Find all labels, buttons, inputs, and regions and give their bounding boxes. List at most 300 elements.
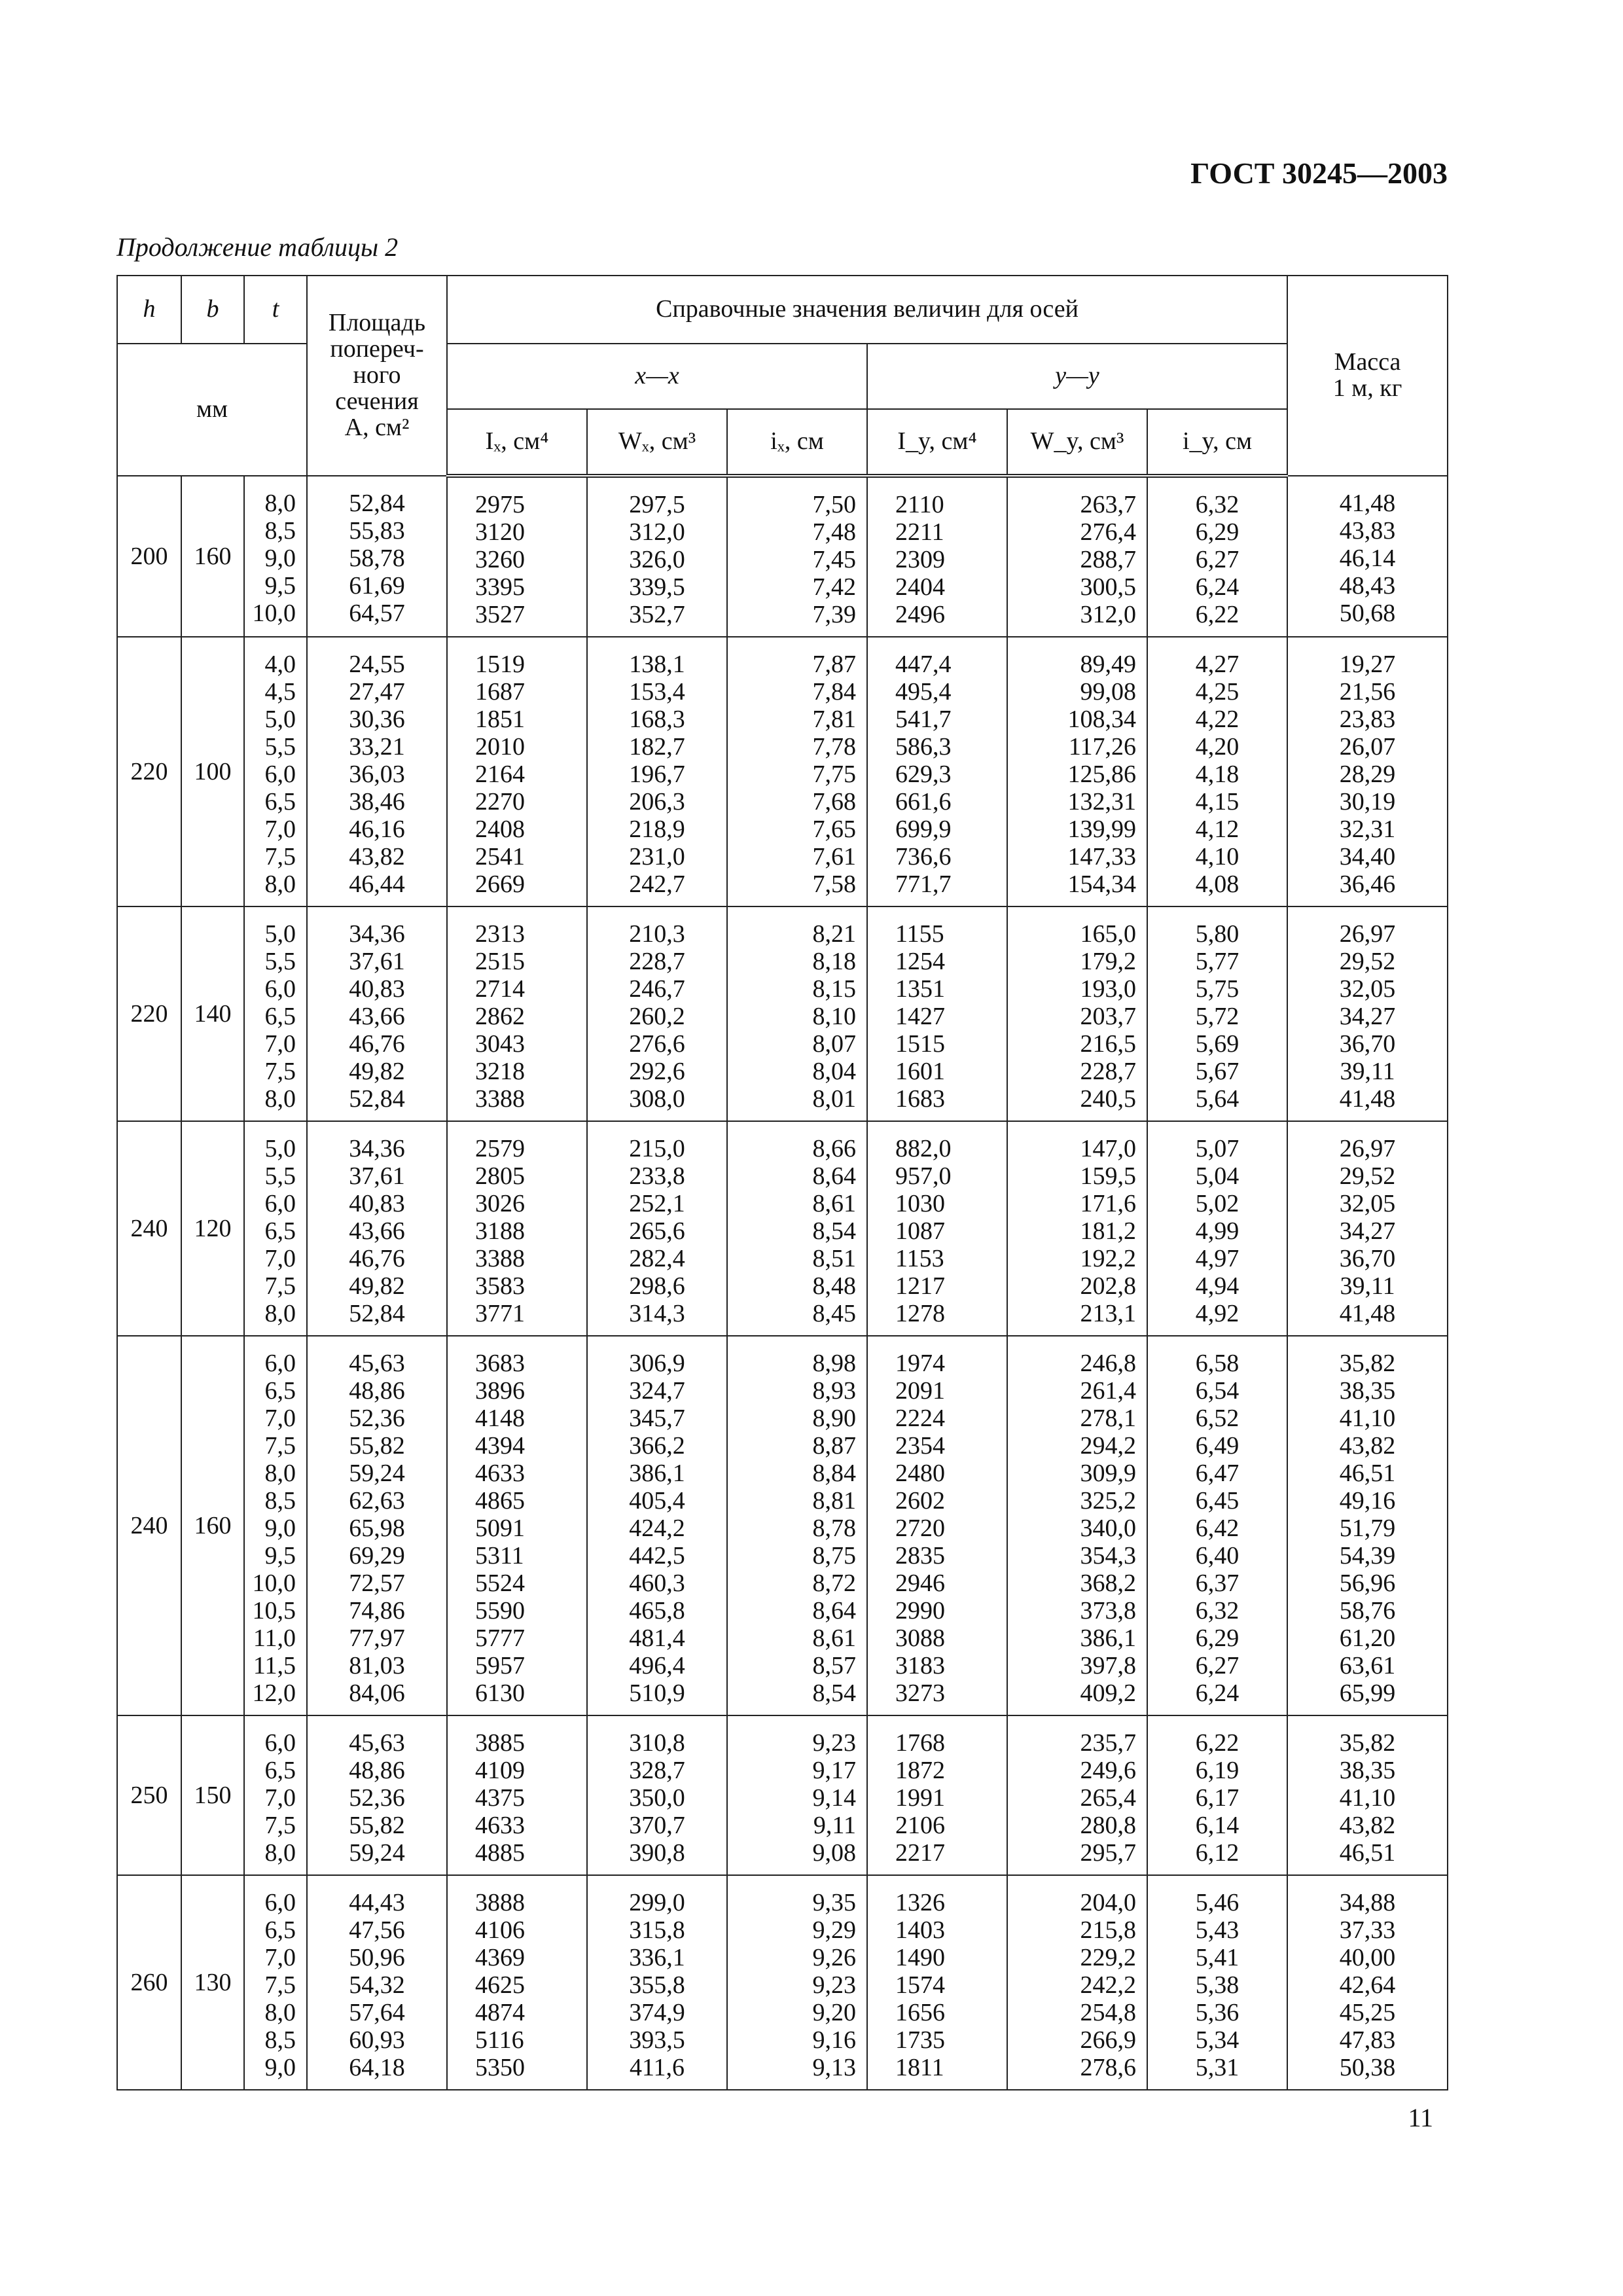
col-Ix (447, 1336, 587, 1715)
cell-value: 56,96 (1339, 1570, 1396, 1597)
header-b: b (181, 276, 244, 344)
cell-value: 2408 (475, 816, 525, 843)
cell-value: 4106 (475, 1916, 525, 1944)
cell-value: 1217 (895, 1272, 945, 1300)
cell-value: 350,0 (629, 1784, 685, 1812)
cell-value: 3527 (475, 601, 525, 628)
cell-value: 9,08 (812, 1839, 856, 1867)
cell-value: 586,3 (895, 733, 952, 761)
cell-value: 7,81 (812, 706, 856, 733)
cell-value: 4,97 (1195, 1245, 1240, 1272)
cell-value: 46,44 (349, 870, 405, 898)
cell-value: 2309 (895, 546, 945, 573)
cell-value: 8,84 (812, 1460, 856, 1487)
cell-value: 2224 (895, 1405, 945, 1432)
cell-value: 1768 (895, 1729, 945, 1757)
col-Wy (1007, 906, 1147, 1121)
cell-value: 52,36 (349, 1405, 405, 1432)
cell-value: 64,18 (349, 2054, 405, 2081)
table-header (117, 276, 1448, 476)
cell-value: 442,5 (629, 1542, 685, 1570)
cell-value: 147,0 (1080, 1135, 1136, 1162)
cell-value: 8,0 (264, 1085, 296, 1113)
cell-value: 1030 (895, 1190, 945, 1217)
cell-value: 8,98 (812, 1350, 856, 1377)
col-area (307, 637, 447, 906)
cell-value: 4,5 (264, 678, 296, 706)
cell-value: 5311 (475, 1542, 524, 1570)
cell-value: 218,9 (629, 816, 685, 843)
cell-value: 405,4 (629, 1487, 685, 1515)
cell-value: 61,20 (1339, 1624, 1396, 1652)
cell-value: 1574 (895, 1971, 945, 1999)
header-axis-y: y—y (867, 344, 1287, 409)
cell-value: 5,31 (1195, 2054, 1240, 2081)
cell-value: 43,82 (349, 843, 405, 870)
cell-value: 41,10 (1339, 1784, 1396, 1812)
cell-value: 7,0 (264, 1784, 296, 1812)
cell-value: 34,27 (1339, 1003, 1396, 1030)
cell-value: 8,75 (812, 1542, 856, 1570)
cell-value: 4874 (475, 1999, 525, 2026)
cell-value: 34,40 (1339, 843, 1396, 870)
cell-value: 6,17 (1195, 1784, 1240, 1812)
table-continuation-caption: Продолжение таблицы 2 (116, 232, 399, 262)
col-Wy (1007, 637, 1147, 906)
cell-value: 6,58 (1195, 1350, 1240, 1377)
cell-value: 1155 (895, 920, 944, 948)
cell-value: 8,64 (812, 1162, 856, 1190)
cell-value: 38,46 (349, 788, 405, 816)
cell-value: 5777 (475, 1624, 525, 1652)
cell-value: 6,0 (264, 1729, 296, 1757)
cell-value: 57,64 (349, 1999, 405, 2026)
col-area (307, 1336, 447, 1715)
cell-value: 49,82 (349, 1058, 405, 1085)
header-area (307, 276, 447, 476)
cell-value: 6,47 (1195, 1460, 1240, 1487)
cell-value: 4,10 (1195, 843, 1240, 870)
page-number: 11 (1408, 2103, 1433, 2132)
cell-value: 6,5 (264, 1916, 296, 1944)
cell-value: 34,36 (349, 1135, 405, 1162)
cell-value: 1351 (895, 975, 945, 1003)
cell-value: 6,27 (1195, 546, 1240, 573)
col-Iy (867, 476, 1007, 637)
header-ix: iₓ, см (727, 409, 867, 476)
cell-value: 165,0 (1080, 920, 1136, 948)
cell-value: 8,51 (812, 1245, 856, 1272)
cell-value: 5,46 (1195, 1889, 1240, 1916)
cell-value: 629,3 (895, 761, 952, 788)
col-area (307, 1715, 447, 1875)
header-Ix: Iₓ, см⁴ (447, 409, 587, 476)
cell-value: 6,45 (1195, 1487, 1240, 1515)
cell-value: 354,3 (1080, 1542, 1136, 1570)
col-Iy (867, 1121, 1007, 1336)
cell-value: 4,08 (1195, 870, 1240, 898)
cell-value: 6,0 (264, 1350, 296, 1377)
cell-value: 9,16 (812, 2026, 856, 2054)
cell-value: 5,77 (1195, 948, 1240, 975)
cell-value: 61,69 (349, 572, 405, 600)
header-axis-x: x—x (447, 344, 867, 409)
cell-value: 3026 (475, 1190, 525, 1217)
cell-b: 100 (181, 637, 244, 906)
cell-value: 6,12 (1195, 1839, 1240, 1867)
cell-value: 3088 (895, 1624, 945, 1652)
cell-value: 46,76 (349, 1030, 405, 1058)
cell-value: 147,33 (1067, 843, 1136, 870)
cell-value: 8,78 (812, 1515, 856, 1542)
cell-value: 3218 (475, 1058, 525, 1085)
cell-value: 8,72 (812, 1570, 856, 1597)
cell-value: 7,75 (812, 761, 856, 788)
cell-value: 26,97 (1339, 1135, 1396, 1162)
cell-value: 541,7 (895, 706, 952, 733)
cell-value: 41,10 (1339, 1405, 1396, 1432)
cell-value: 6,5 (264, 1003, 296, 1030)
cell-value: 2714 (475, 975, 525, 1003)
cell-value: 6,0 (264, 1889, 296, 1916)
cell-value: 2515 (475, 948, 525, 975)
cell-value: 2805 (475, 1162, 525, 1190)
cell-value: 368,2 (1080, 1570, 1136, 1597)
cell-value: 8,5 (264, 1487, 296, 1515)
col-Ix (447, 1715, 587, 1875)
cell-value: 138,1 (629, 651, 685, 678)
col-mass (1287, 1121, 1448, 1336)
cell-value: 235,7 (1080, 1729, 1136, 1757)
col-Wy (1007, 1875, 1147, 2090)
col-mass (1287, 906, 1448, 1121)
cell-value: 43,66 (349, 1003, 405, 1030)
col-Wy (1007, 1121, 1147, 1336)
cell-value: 7,45 (812, 546, 856, 573)
cell-value: 36,03 (349, 761, 405, 788)
cell-value: 882,0 (895, 1135, 952, 1162)
cell-value: 40,83 (349, 975, 405, 1003)
cell-value: 3188 (475, 1217, 525, 1245)
cell-value: 252,1 (629, 1190, 685, 1217)
cell-value: 3043 (475, 1030, 525, 1058)
cell-h: 220 (117, 637, 181, 906)
cell-value: 8,81 (812, 1487, 856, 1515)
col-ix (727, 476, 867, 637)
cell-value: 45,63 (349, 1729, 405, 1757)
cell-value: 328,7 (629, 1757, 685, 1784)
cell-value: 374,9 (629, 1999, 685, 2026)
cell-value: 4,92 (1195, 1300, 1240, 1327)
cell-value: 62,63 (349, 1487, 405, 1515)
cell-value: 8,07 (812, 1030, 856, 1058)
cell-value: 5,43 (1195, 1916, 1240, 1944)
cell-value: 64,57 (349, 600, 405, 627)
col-iy (1147, 1336, 1287, 1715)
col-Ix (447, 1121, 587, 1336)
cell-value: 5,34 (1195, 2026, 1240, 2054)
cell-value: 8,01 (812, 1085, 856, 1113)
col-iy (1147, 476, 1287, 637)
cell-value: 495,4 (895, 678, 952, 706)
cell-value: 6,22 (1195, 1729, 1240, 1757)
col-Iy (867, 1875, 1007, 2090)
cell-value: 5,75 (1195, 975, 1240, 1003)
cell-value: 65,98 (349, 1515, 405, 1542)
cell-value: 55,83 (349, 517, 405, 545)
cell-value: 9,23 (812, 1971, 856, 1999)
cell-value: 2110 (895, 491, 944, 518)
cell-value: 5,36 (1195, 1999, 1240, 2026)
cell-value: 6,32 (1195, 491, 1240, 518)
cell-value: 9,26 (812, 1944, 856, 1971)
cell-value: 52,84 (349, 1085, 405, 1113)
cell-h: 200 (117, 476, 181, 637)
cell-value: 310,8 (629, 1729, 685, 1757)
cell-value: 32,31 (1339, 816, 1396, 843)
cell-value: 72,57 (349, 1570, 405, 1597)
cell-value: 1515 (895, 1030, 945, 1058)
cell-value: 4,20 (1195, 733, 1240, 761)
cell-value: 19,27 (1339, 651, 1396, 678)
cell-value: 2669 (475, 870, 525, 898)
cell-value: 2313 (475, 920, 525, 948)
cell-value: 5,5 (264, 733, 296, 761)
cell-value: 370,7 (629, 1812, 685, 1839)
cell-value: 3885 (475, 1729, 525, 1757)
cell-value: 325,2 (1080, 1487, 1136, 1515)
header-area-line: сечения (335, 387, 419, 415)
cell-value: 7,68 (812, 788, 856, 816)
cell-value: 2720 (895, 1515, 945, 1542)
header-mass (1287, 276, 1448, 476)
cell-value: 312,0 (629, 518, 685, 546)
cell-value: 40,83 (349, 1190, 405, 1217)
cell-value: 2211 (895, 518, 944, 546)
cell-value: 216,5 (1080, 1030, 1136, 1058)
cell-value: 5,67 (1195, 1058, 1240, 1085)
cell-value: 4394 (475, 1432, 525, 1460)
cell-value: 49,16 (1339, 1487, 1396, 1515)
cell-value: 6,54 (1195, 1377, 1240, 1405)
cell-value: 193,0 (1080, 975, 1136, 1003)
cell-value: 1490 (895, 1944, 945, 1971)
cell-value: 2990 (895, 1597, 945, 1624)
cell-value: 3260 (475, 546, 525, 573)
cell-value: 45,25 (1339, 1999, 1396, 2026)
cell-value: 6,37 (1195, 1570, 1240, 1597)
cell-value: 326,0 (629, 546, 685, 573)
cell-value: 46,14 (1339, 545, 1396, 572)
header-area-line: A, см² (344, 413, 410, 441)
cell-value: 312,0 (1080, 601, 1136, 628)
cell-value: 48,86 (349, 1377, 405, 1405)
cell-value: 4,18 (1195, 761, 1240, 788)
cell-value: 6,5 (264, 1377, 296, 1405)
cell-value: 37,33 (1339, 1916, 1396, 1944)
cell-value: 7,5 (264, 1272, 296, 1300)
cell-value: 8,04 (812, 1058, 856, 1085)
cell-value: 3395 (475, 573, 525, 601)
cell-value: 6,0 (264, 1190, 296, 1217)
cell-value: 32,05 (1339, 975, 1396, 1003)
col-Wx (587, 906, 727, 1121)
cell-value: 6,19 (1195, 1757, 1240, 1784)
cell-value: 9,0 (264, 1515, 296, 1542)
cell-value: 8,48 (812, 1272, 856, 1300)
cell-value: 9,11 (813, 1812, 856, 1839)
cell-value: 9,17 (812, 1757, 856, 1784)
cell-value: 74,86 (349, 1597, 405, 1624)
col-mass (1287, 637, 1448, 906)
cell-value: 3583 (475, 1272, 525, 1300)
cell-value: 181,2 (1080, 1217, 1136, 1245)
cell-value: 2579 (475, 1135, 525, 1162)
cell-value: 3888 (475, 1889, 525, 1916)
cell-value: 1735 (895, 2026, 945, 2054)
col-t (244, 1121, 307, 1336)
cell-value: 8,54 (812, 1217, 856, 1245)
cell-value: 1427 (895, 1003, 945, 1030)
col-t (244, 637, 307, 906)
cell-value: 265,4 (1080, 1784, 1136, 1812)
cell-value: 240,5 (1080, 1085, 1136, 1113)
cell-value: 8,66 (812, 1135, 856, 1162)
cell-value: 4,12 (1195, 816, 1240, 843)
cell-value: 390,8 (629, 1839, 685, 1867)
header-mass-line: Масса (1334, 348, 1401, 376)
cell-value: 204,0 (1080, 1889, 1136, 1916)
cell-value: 300,5 (1080, 573, 1136, 601)
cell-value: 10,5 (252, 1597, 296, 1624)
cell-value: 159,5 (1080, 1162, 1136, 1190)
cell-value: 196,7 (629, 761, 685, 788)
cell-value: 9,20 (812, 1999, 856, 2026)
cell-value: 355,8 (629, 1971, 685, 1999)
col-Wx (587, 637, 727, 906)
cell-value: 8,93 (812, 1377, 856, 1405)
table-body (117, 476, 1448, 2090)
cell-value: 294,2 (1080, 1432, 1136, 1460)
cell-value: 308,0 (629, 1085, 685, 1113)
cell-value: 5957 (475, 1652, 525, 1679)
cell-value: 7,5 (264, 1812, 296, 1839)
cell-value: 5,80 (1195, 920, 1240, 948)
cell-value: 5590 (475, 1597, 525, 1624)
cell-value: 4,25 (1195, 678, 1240, 706)
cell-value: 2496 (895, 601, 945, 628)
cell-value: 11,0 (253, 1624, 296, 1652)
cell-value: 2602 (895, 1487, 945, 1515)
cell-value: 7,48 (812, 518, 856, 546)
cell-value: 771,7 (895, 870, 952, 898)
cell-value: 6,5 (264, 1757, 296, 1784)
cell-value: 4,0 (264, 651, 296, 678)
cell-value: 8,0 (264, 870, 296, 898)
cell-value: 215,0 (629, 1135, 685, 1162)
cell-value: 6,22 (1195, 601, 1240, 628)
cell-value: 5,07 (1195, 1135, 1240, 1162)
col-t (244, 1336, 307, 1715)
cell-h: 220 (117, 906, 181, 1121)
cell-value: 8,15 (812, 975, 856, 1003)
cell-value: 58,78 (349, 545, 405, 572)
cell-value: 8,0 (264, 1839, 296, 1867)
cell-value: 336,1 (629, 1944, 685, 1971)
cell-value: 2946 (895, 1570, 945, 1597)
cell-value: 352,7 (629, 601, 685, 628)
cell-value: 8,64 (812, 1597, 856, 1624)
col-t (244, 1875, 307, 2090)
cell-value: 4865 (475, 1487, 525, 1515)
header-area-line: ного (353, 361, 401, 389)
cell-value: 29,52 (1339, 1162, 1396, 1190)
cell-value: 280,8 (1080, 1812, 1136, 1839)
cell-value: 373,8 (1080, 1597, 1136, 1624)
cell-value: 6,40 (1195, 1542, 1240, 1570)
col-Wx (587, 476, 727, 637)
col-Wx (587, 1121, 727, 1336)
cell-value: 41,48 (1339, 490, 1396, 517)
cell-value: 314,3 (629, 1300, 685, 1327)
cell-value: 1278 (895, 1300, 945, 1327)
cell-h: 250 (117, 1715, 181, 1875)
cell-value: 510,9 (629, 1679, 685, 1707)
cell-value: 4369 (475, 1944, 525, 1971)
cell-value: 246,7 (629, 975, 685, 1003)
cell-value: 51,79 (1339, 1515, 1396, 1542)
cell-value: 9,5 (264, 1542, 296, 1570)
cell-value: 2541 (475, 843, 525, 870)
cell-value: 21,56 (1339, 678, 1396, 706)
profile-table (116, 275, 1448, 2090)
cell-value: 8,57 (812, 1652, 856, 1679)
cell-value: 228,7 (1080, 1058, 1136, 1085)
cell-value: 7,5 (264, 1971, 296, 1999)
cell-value: 1991 (895, 1784, 945, 1812)
cell-value: 276,4 (1080, 518, 1136, 546)
col-iy (1147, 1875, 1287, 2090)
cell-value: 661,6 (895, 788, 952, 816)
col-Wx (587, 1336, 727, 1715)
cell-value: 39,11 (1340, 1058, 1395, 1085)
cell-value: 4,15 (1195, 788, 1240, 816)
cell-value: 50,68 (1339, 600, 1396, 627)
cell-value: 54,39 (1339, 1542, 1396, 1570)
col-area (307, 1875, 447, 2090)
cell-value: 35,82 (1339, 1729, 1396, 1757)
standard-number: ГОСТ 30245—2003 (1190, 156, 1448, 190)
cell-value: 5,5 (264, 1162, 296, 1190)
cell-value: 6,42 (1195, 1515, 1240, 1542)
cell-value: 7,0 (264, 1405, 296, 1432)
cell-value: 3896 (475, 1377, 525, 1405)
cell-value: 5,5 (264, 948, 296, 975)
col-Ix (447, 1875, 587, 2090)
col-mass (1287, 1875, 1448, 2090)
cell-value: 117,26 (1068, 733, 1136, 761)
cell-value: 5,0 (264, 1135, 296, 1162)
cell-value: 43,83 (1339, 517, 1396, 545)
cell-b: 140 (181, 906, 244, 1121)
cell-value: 6,14 (1195, 1812, 1240, 1839)
cell-value: 276,6 (629, 1030, 685, 1058)
cell-value: 59,24 (349, 1839, 405, 1867)
col-Iy (867, 906, 1007, 1121)
cell-b: 120 (181, 1121, 244, 1336)
cell-value: 23,83 (1339, 706, 1396, 733)
cell-value: 3388 (475, 1085, 525, 1113)
